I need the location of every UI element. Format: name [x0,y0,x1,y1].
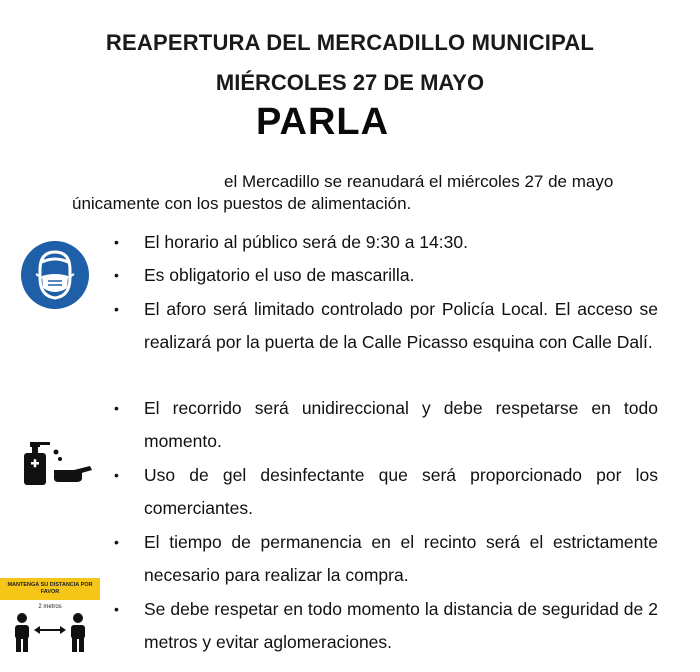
bullet-text: El horario al público será de 9:30 a 14:30. [144,232,468,252]
bullet-dot: • [114,534,119,550]
intro-line-2: únicamente con los puestos de alimentación. [72,194,412,213]
bullet-dot: • [114,601,119,617]
title-line-2: MIÉRCOLES 27 DE MAYO [215,70,485,95]
distance-banner: MANTENGA SU DISTANCIA POR FAVOR [0,578,100,600]
social-distance-icon [0,578,100,658]
bullet-text: El aforo será limitado controlado por Policía Local. El acceso se realizará por la puerta de la Calle Picasso esquina con Calle Dalí. [144,299,658,352]
title-line-1: REAPERTURA DEL MERCADILLO MUNICIPAL [105,30,595,55]
intro-line-1: el Mercadillo se reanudará el miércoles 27 de mayo [224,172,614,191]
bullet-text: Se debe respetar en todo momento la distancia de seguridad de 2 metros y evitar aglomeraciones. [144,599,658,652]
bullet-item [114,593,658,659]
bullet-text: El tiempo de permanencia en el recinto será el estrictamente necesario para realizar la compra. [144,532,658,585]
hand-sanitizer-icon [18,440,98,490]
city-title: PARLA [256,101,390,143]
bullet-dot: • [114,267,119,283]
bullet-item [114,392,658,458]
bullet-item [114,226,658,259]
bullet-dot: • [114,234,119,250]
bullet-item [114,259,658,292]
distance-label: 2 metros [38,604,62,610]
bullet-item [114,459,658,525]
bullet-dot: • [114,467,119,483]
bullet-dot: • [114,400,119,416]
face-mask-icon [20,240,90,310]
bullet-dot: • [114,301,119,317]
bullet-text: El recorrido será unidireccional y debe respetarse en todo momento. [144,398,658,451]
bullet-item [114,526,658,592]
bullet-text: Es obligatorio el uso de mascarilla. [144,265,415,285]
bullet-item [114,293,658,359]
bullet-text: Uso de gel desinfectante que será proporcionado por los comerciantes. [144,465,658,518]
